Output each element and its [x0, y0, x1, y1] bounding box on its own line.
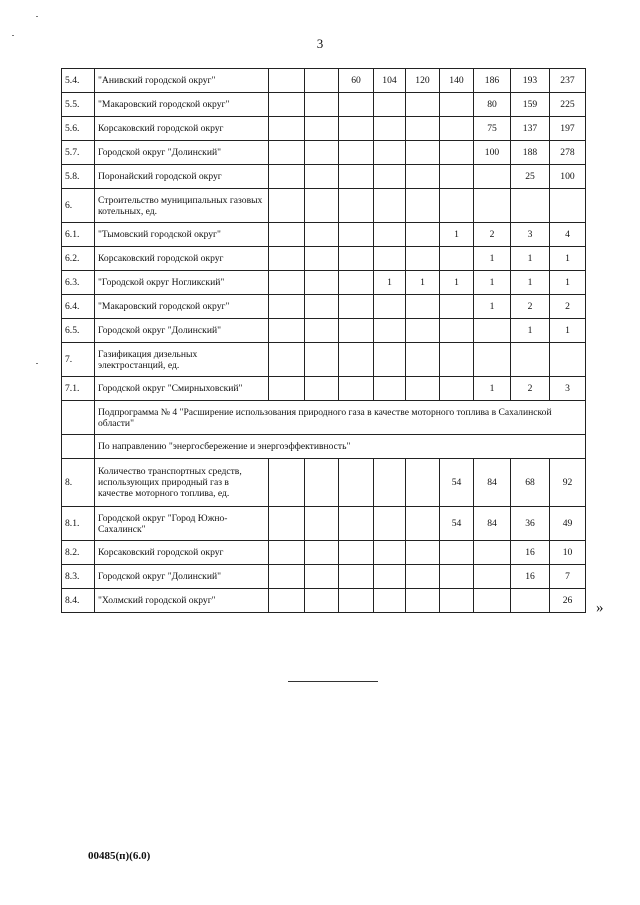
- value-cell: [406, 117, 440, 141]
- value-cell: [305, 377, 339, 401]
- signature-rule: [288, 681, 378, 682]
- value-cell: 100: [550, 165, 586, 189]
- value-cell: [269, 271, 305, 295]
- value-cell: 26: [550, 589, 586, 613]
- value-cell: [406, 93, 440, 117]
- value-cell: [305, 141, 339, 165]
- value-cell: 1: [474, 295, 511, 319]
- row-number-cell: 6.1.: [62, 223, 95, 247]
- indicator-name-cell: "Макаровский городской округ": [95, 93, 269, 117]
- table-row: [62, 165, 586, 189]
- value-cell: [440, 117, 474, 141]
- value-cell: [440, 589, 474, 613]
- indicator-name-cell: "Холмский городской округ": [95, 589, 269, 613]
- value-cell: [406, 565, 440, 589]
- table-row: [62, 189, 586, 223]
- value-cell: 4: [550, 223, 586, 247]
- value-cell: [440, 93, 474, 117]
- value-cell: [406, 165, 440, 189]
- value-cell: [305, 565, 339, 589]
- value-cell: 278: [550, 141, 586, 165]
- value-cell: [440, 319, 474, 343]
- value-cell: [305, 319, 339, 343]
- value-cell: [440, 377, 474, 401]
- value-cell: [374, 247, 406, 271]
- value-cell: 7: [550, 565, 586, 589]
- value-cell: [339, 93, 374, 117]
- value-cell: [305, 93, 339, 117]
- value-cell: [374, 319, 406, 343]
- row-number-cell: 5.4.: [62, 69, 95, 93]
- value-cell: [440, 295, 474, 319]
- value-cell: [339, 589, 374, 613]
- value-cell: [269, 141, 305, 165]
- row-number-cell: 5.7.: [62, 141, 95, 165]
- table-row: [62, 459, 586, 507]
- value-cell: 1: [474, 377, 511, 401]
- value-cell: [440, 247, 474, 271]
- value-cell: 1: [440, 223, 474, 247]
- value-cell: 49: [550, 507, 586, 541]
- value-cell: [406, 319, 440, 343]
- value-cell: 1: [474, 247, 511, 271]
- value-cell: 193: [511, 69, 550, 93]
- value-cell: [269, 93, 305, 117]
- value-cell: [269, 507, 305, 541]
- value-cell: [406, 507, 440, 541]
- row-number-cell: 6.2.: [62, 247, 95, 271]
- indicators-table: [61, 68, 586, 613]
- value-cell: [440, 343, 474, 377]
- value-cell: [305, 295, 339, 319]
- value-cell: 1: [550, 319, 586, 343]
- row-number-cell: 7.1.: [62, 377, 95, 401]
- value-cell: 159: [511, 93, 550, 117]
- table-row: [62, 271, 586, 295]
- value-cell: 25: [511, 165, 550, 189]
- table-row: [62, 541, 586, 565]
- value-cell: 54: [440, 459, 474, 507]
- value-cell: [474, 319, 511, 343]
- value-cell: [374, 141, 406, 165]
- row-number-cell: [62, 401, 95, 435]
- value-cell: [269, 319, 305, 343]
- value-cell: [474, 165, 511, 189]
- value-cell: [339, 271, 374, 295]
- value-cell: 1: [550, 247, 586, 271]
- value-cell: [406, 141, 440, 165]
- value-cell: 2: [550, 295, 586, 319]
- indicator-name-cell: Строительство муниципальных газовых котельных, ед.: [95, 189, 269, 223]
- scan-speck: [36, 16, 38, 17]
- table-row: [62, 377, 586, 401]
- value-cell: [374, 541, 406, 565]
- value-cell: [269, 223, 305, 247]
- value-cell: [339, 223, 374, 247]
- value-cell: [269, 541, 305, 565]
- row-number-cell: 5.8.: [62, 165, 95, 189]
- table-row: [62, 117, 586, 141]
- value-cell: [305, 589, 339, 613]
- value-cell: 80: [474, 93, 511, 117]
- indicator-name-cell: Корсаковский городской округ: [95, 117, 269, 141]
- value-cell: 188: [511, 141, 550, 165]
- indicator-name-cell: Количество транспортных средств, использующих природный газ в качестве моторного топлива, ед.: [95, 459, 269, 507]
- indicator-name-cell: Городской округ "Долинский": [95, 141, 269, 165]
- value-cell: 1: [474, 271, 511, 295]
- value-cell: [339, 165, 374, 189]
- value-cell: [406, 247, 440, 271]
- value-cell: [474, 541, 511, 565]
- value-cell: [406, 541, 440, 565]
- value-cell: 1: [374, 271, 406, 295]
- value-cell: 16: [511, 541, 550, 565]
- row-number-cell: 6.5.: [62, 319, 95, 343]
- value-cell: [550, 343, 586, 377]
- value-cell: 2: [511, 295, 550, 319]
- value-cell: 2: [474, 223, 511, 247]
- value-cell: 3: [511, 223, 550, 247]
- value-cell: [374, 189, 406, 223]
- value-cell: [406, 223, 440, 247]
- indicator-name-cell: Корсаковский городской округ: [95, 247, 269, 271]
- value-cell: 237: [550, 69, 586, 93]
- value-cell: 54: [440, 507, 474, 541]
- value-cell: [374, 589, 406, 613]
- table-row: [62, 247, 586, 271]
- value-cell: [440, 141, 474, 165]
- value-cell: [269, 247, 305, 271]
- closing-quote: »: [596, 600, 604, 616]
- indicator-name-cell: Корсаковский городской округ: [95, 541, 269, 565]
- value-cell: [511, 189, 550, 223]
- row-number-cell: 5.6.: [62, 117, 95, 141]
- row-number-cell: 5.5.: [62, 93, 95, 117]
- indicator-name-cell: Газификация дизельных электростанций, ед.: [95, 343, 269, 377]
- value-cell: 60: [339, 69, 374, 93]
- value-cell: 100: [474, 141, 511, 165]
- value-cell: [269, 343, 305, 377]
- table-row: [62, 319, 586, 343]
- value-cell: 137: [511, 117, 550, 141]
- indicator-name-cell: "Анивский городской округ": [95, 69, 269, 93]
- row-number-cell: 6.: [62, 189, 95, 223]
- value-cell: 186: [474, 69, 511, 93]
- value-cell: [374, 93, 406, 117]
- table-row: [62, 141, 586, 165]
- value-cell: 1: [511, 247, 550, 271]
- value-cell: [269, 589, 305, 613]
- table-row: [62, 93, 586, 117]
- value-cell: [305, 271, 339, 295]
- value-cell: [406, 343, 440, 377]
- table-section-row: [62, 401, 586, 435]
- value-cell: 10: [550, 541, 586, 565]
- value-cell: 1: [440, 271, 474, 295]
- value-cell: [269, 165, 305, 189]
- value-cell: 197: [550, 117, 586, 141]
- value-cell: [374, 165, 406, 189]
- table-row: [62, 343, 586, 377]
- value-cell: [339, 565, 374, 589]
- value-cell: [305, 343, 339, 377]
- value-cell: [374, 295, 406, 319]
- value-cell: [474, 589, 511, 613]
- value-cell: 1: [511, 319, 550, 343]
- indicator-name-cell: "Тымовский городской округ": [95, 223, 269, 247]
- table-row: [62, 589, 586, 613]
- value-cell: [339, 343, 374, 377]
- value-cell: 16: [511, 565, 550, 589]
- value-cell: 1: [511, 271, 550, 295]
- value-cell: [374, 377, 406, 401]
- value-cell: 104: [374, 69, 406, 93]
- value-cell: [339, 141, 374, 165]
- indicator-name-cell: Городской округ "Долинский": [95, 565, 269, 589]
- value-cell: [269, 117, 305, 141]
- value-cell: [474, 189, 511, 223]
- value-cell: [440, 565, 474, 589]
- value-cell: [511, 343, 550, 377]
- scan-speck: [36, 363, 38, 364]
- value-cell: [406, 459, 440, 507]
- indicator-name-cell: Городской округ "Долинский": [95, 319, 269, 343]
- table-row: [62, 223, 586, 247]
- value-cell: [406, 189, 440, 223]
- indicator-name-cell: Поронайский городской округ: [95, 165, 269, 189]
- value-cell: [440, 189, 474, 223]
- value-cell: [305, 541, 339, 565]
- value-cell: [339, 459, 374, 507]
- value-cell: [305, 117, 339, 141]
- value-cell: [374, 459, 406, 507]
- value-cell: [305, 223, 339, 247]
- value-cell: [339, 247, 374, 271]
- table-row: [62, 295, 586, 319]
- value-cell: [269, 377, 305, 401]
- value-cell: 120: [406, 69, 440, 93]
- value-cell: 84: [474, 507, 511, 541]
- value-cell: [474, 343, 511, 377]
- value-cell: [339, 541, 374, 565]
- value-cell: 68: [511, 459, 550, 507]
- scan-speck: [12, 35, 14, 36]
- value-cell: [339, 377, 374, 401]
- value-cell: 140: [440, 69, 474, 93]
- table-row: [62, 565, 586, 589]
- value-cell: [305, 459, 339, 507]
- value-cell: [339, 117, 374, 141]
- table-row: [62, 69, 586, 93]
- value-cell: [374, 117, 406, 141]
- value-cell: 84: [474, 459, 511, 507]
- value-cell: 36: [511, 507, 550, 541]
- value-cell: [305, 507, 339, 541]
- section-heading-cell: По направлению "энергосбережение и энергоэффективность": [95, 435, 586, 459]
- value-cell: 2: [511, 377, 550, 401]
- document-code: 00485(п)(6.0): [88, 850, 151, 862]
- indicator-name-cell: "Макаровский городской округ": [95, 295, 269, 319]
- value-cell: 75: [474, 117, 511, 141]
- value-cell: [339, 295, 374, 319]
- value-cell: [440, 165, 474, 189]
- value-cell: [305, 69, 339, 93]
- value-cell: 225: [550, 93, 586, 117]
- page-number: 3: [316, 36, 324, 51]
- value-cell: [550, 189, 586, 223]
- value-cell: [374, 507, 406, 541]
- value-cell: [269, 459, 305, 507]
- value-cell: [305, 247, 339, 271]
- value-cell: [339, 189, 374, 223]
- value-cell: [406, 295, 440, 319]
- row-number-cell: 8.1.: [62, 507, 95, 541]
- value-cell: [374, 565, 406, 589]
- row-number-cell: 8.2.: [62, 541, 95, 565]
- row-number-cell: 8.: [62, 459, 95, 507]
- value-cell: [406, 589, 440, 613]
- value-cell: 1: [406, 271, 440, 295]
- value-cell: 1: [550, 271, 586, 295]
- value-cell: [474, 565, 511, 589]
- row-number-cell: 7.: [62, 343, 95, 377]
- row-number-cell: 6.3.: [62, 271, 95, 295]
- value-cell: [374, 343, 406, 377]
- indicator-name-cell: Городской округ "Город Южно-Сахалинск": [95, 507, 269, 541]
- value-cell: [374, 223, 406, 247]
- indicator-name-cell: Городской округ "Смирныховский": [95, 377, 269, 401]
- value-cell: [511, 589, 550, 613]
- value-cell: [269, 565, 305, 589]
- value-cell: [269, 69, 305, 93]
- row-number-cell: 8.3.: [62, 565, 95, 589]
- value-cell: [440, 541, 474, 565]
- value-cell: [339, 319, 374, 343]
- row-number-cell: [62, 435, 95, 459]
- section-heading-cell: Подпрограмма № 4 "Расширение использования природного газа в качестве моторного топлива в Сахалинской области": [95, 401, 586, 435]
- value-cell: [269, 295, 305, 319]
- value-cell: [269, 189, 305, 223]
- value-cell: 92: [550, 459, 586, 507]
- indicator-name-cell: "Городской округ Ногликский": [95, 271, 269, 295]
- table-row: [62, 507, 586, 541]
- table-section-row: [62, 435, 586, 459]
- value-cell: [339, 507, 374, 541]
- row-number-cell: 8.4.: [62, 589, 95, 613]
- row-number-cell: 6.4.: [62, 295, 95, 319]
- value-cell: [305, 189, 339, 223]
- value-cell: 3: [550, 377, 586, 401]
- value-cell: [406, 377, 440, 401]
- value-cell: [305, 165, 339, 189]
